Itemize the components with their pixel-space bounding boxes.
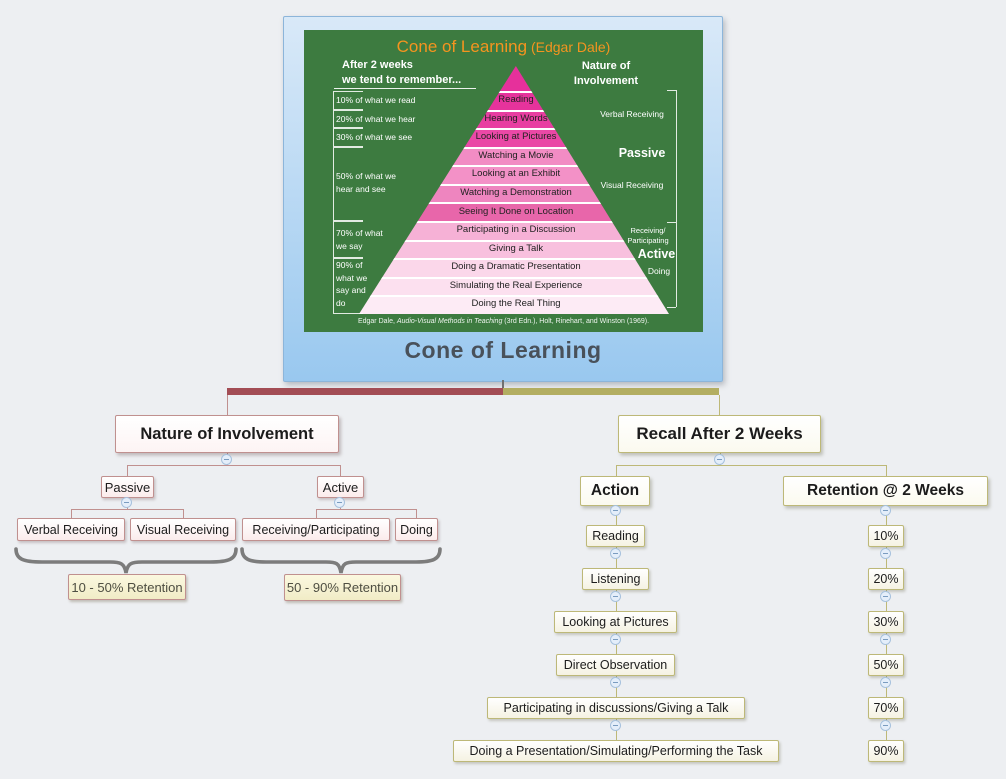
collapse-icon[interactable] (121, 497, 132, 508)
involvement-rule (676, 90, 677, 307)
collapse-icon[interactable] (334, 497, 345, 508)
collapse-icon[interactable] (610, 677, 621, 688)
involvement-rule-tick-top (667, 90, 676, 91)
topic-action-header[interactable]: Action (580, 476, 650, 506)
pct-label-90: 90% of what we say and do (336, 260, 368, 308)
collapse-icon[interactable] (880, 548, 891, 559)
connector (416, 509, 417, 518)
topic-retention-50[interactable]: 50% (868, 654, 904, 676)
image-title-suffix: (Edgar Dale) (527, 39, 611, 55)
pyramid-layer-label: Doing a Dramatic Presentation (451, 261, 581, 273)
collapse-icon[interactable] (880, 591, 891, 602)
citation: Edgar Dale, Audio-Visual Methods in Teaching (3rd Edn.), Holt, Rinehart, and Winston (1969). (357, 318, 650, 325)
right-header: Nature of Involvement (573, 60, 639, 87)
connector (183, 509, 184, 518)
collapse-icon[interactable] (880, 505, 891, 516)
topic-retention-10[interactable]: 10% (868, 525, 904, 547)
topic-verbal-receiving[interactable]: Verbal Receiving (17, 518, 125, 541)
brace-passive-group (14, 546, 238, 576)
collapse-icon[interactable] (714, 454, 725, 465)
pyramid-layer-label: Giving a Talk (488, 242, 544, 254)
verbal-receiving-label: Verbal Receiving (600, 109, 664, 119)
pct-label-30: 30% of what we see (336, 132, 413, 143)
pyramid-layer-label: Reading (498, 94, 534, 105)
connector (886, 465, 887, 476)
pyramid-layer-label: Looking at Pictures (475, 131, 557, 143)
pct-label-10: 10% of what we read (336, 95, 416, 105)
collapse-icon[interactable] (610, 591, 621, 602)
involvement-rule-tick-mid (667, 222, 676, 223)
pyramid-layer-label: Simulating the Real Experience (449, 279, 583, 291)
receiving-participating-label: Receiving/ Participating (627, 226, 669, 245)
pyramid-layer-label: Seeing It Done on Location (458, 205, 574, 217)
pyramid-layer-label: Watching a Demonstration (460, 186, 572, 198)
collapse-icon[interactable] (610, 720, 621, 731)
topic-action-looking-at-pictures[interactable]: Looking at Pictures (554, 611, 677, 633)
topic-active[interactable]: Active (317, 476, 364, 498)
collapse-icon[interactable] (880, 634, 891, 645)
trunk-bar-left (227, 388, 503, 395)
trunk-bar-right (503, 388, 719, 395)
connector (71, 509, 72, 518)
passive-label: Passive (618, 146, 666, 160)
topic-doing[interactable]: Doing (395, 518, 438, 541)
connector (71, 509, 184, 510)
topic-retention-70[interactable]: 70% (868, 697, 904, 719)
topic-passive[interactable]: Passive (101, 476, 154, 498)
involvement-rule-tick-bottom (667, 307, 676, 308)
trunk-stub (502, 380, 504, 388)
topic-receiving-participating[interactable]: Receiving/Participating (242, 518, 390, 541)
topic-action-listening[interactable]: Listening (582, 568, 649, 590)
topic-retention-20[interactable]: 20% (868, 568, 904, 590)
topic-action-doing-presentation[interactable]: Doing a Presentation/Simulating/Performing the Task (453, 740, 779, 762)
brace-active-group (240, 546, 442, 576)
collapse-icon[interactable] (221, 454, 232, 465)
pct-label-70: 70% of what we say (336, 228, 383, 251)
connector (227, 395, 228, 415)
connector (127, 465, 341, 466)
pyramid-layer-label: Watching a Movie (478, 149, 554, 161)
topic-retention-header[interactable]: Retention @ 2 Weeks (783, 476, 988, 506)
collapse-icon[interactable] (880, 720, 891, 731)
topic-recall-after-2-weeks[interactable]: Recall After 2 Weeks (618, 415, 821, 453)
connector (340, 465, 341, 476)
doing-label: Doing (647, 266, 671, 276)
connector (316, 509, 417, 510)
connector (316, 509, 317, 518)
note-active-retention[interactable]: 50 - 90% Retention (284, 574, 401, 601)
visual-receiving-label: Visual Receiving (600, 180, 664, 190)
topic-action-reading[interactable]: Reading (586, 525, 645, 547)
pyramid-layer-label: Hearing Words (484, 112, 548, 124)
pyramid-layer-label: Participating in a Discussion (456, 224, 576, 236)
left-header: After 2 weeks we tend to remember... (342, 59, 462, 86)
image-title: Cone of Learning (Edgar Dale) (396, 37, 611, 56)
collapse-icon[interactable] (880, 677, 891, 688)
pyramid-layer-label: Looking at an Exhibit (471, 168, 561, 180)
main-topic-cone-of-learning[interactable] (283, 16, 723, 382)
collapse-icon[interactable] (610, 548, 621, 559)
collapse-icon[interactable] (610, 505, 621, 516)
note-passive-retention[interactable]: 10 - 50% Retention (68, 574, 186, 600)
connector (719, 395, 720, 415)
topic-retention-90[interactable]: 90% (868, 740, 904, 762)
connector (616, 465, 617, 476)
topic-action-participating[interactable]: Participating in discussions/Giving a Talk (487, 697, 745, 719)
topic-visual-receiving[interactable]: Visual Receiving (130, 518, 236, 541)
connector (616, 465, 887, 466)
main-topic-label: Cone of Learning (404, 337, 602, 363)
connector (127, 465, 128, 476)
topic-nature-of-involvement[interactable]: Nature of Involvement (115, 415, 339, 453)
topic-retention-30[interactable]: 30% (868, 611, 904, 633)
cone-of-learning-image (304, 30, 703, 332)
topic-action-direct-observation[interactable]: Direct Observation (556, 654, 675, 676)
active-label: Active (637, 246, 676, 261)
collapse-icon[interactable] (610, 634, 621, 645)
pct-label-20: 20% of what we hear (336, 113, 416, 124)
pyramid-layer-label: Doing the Real Thing (471, 298, 561, 310)
pct-label-50: 50% of what we hear and see (336, 171, 397, 194)
